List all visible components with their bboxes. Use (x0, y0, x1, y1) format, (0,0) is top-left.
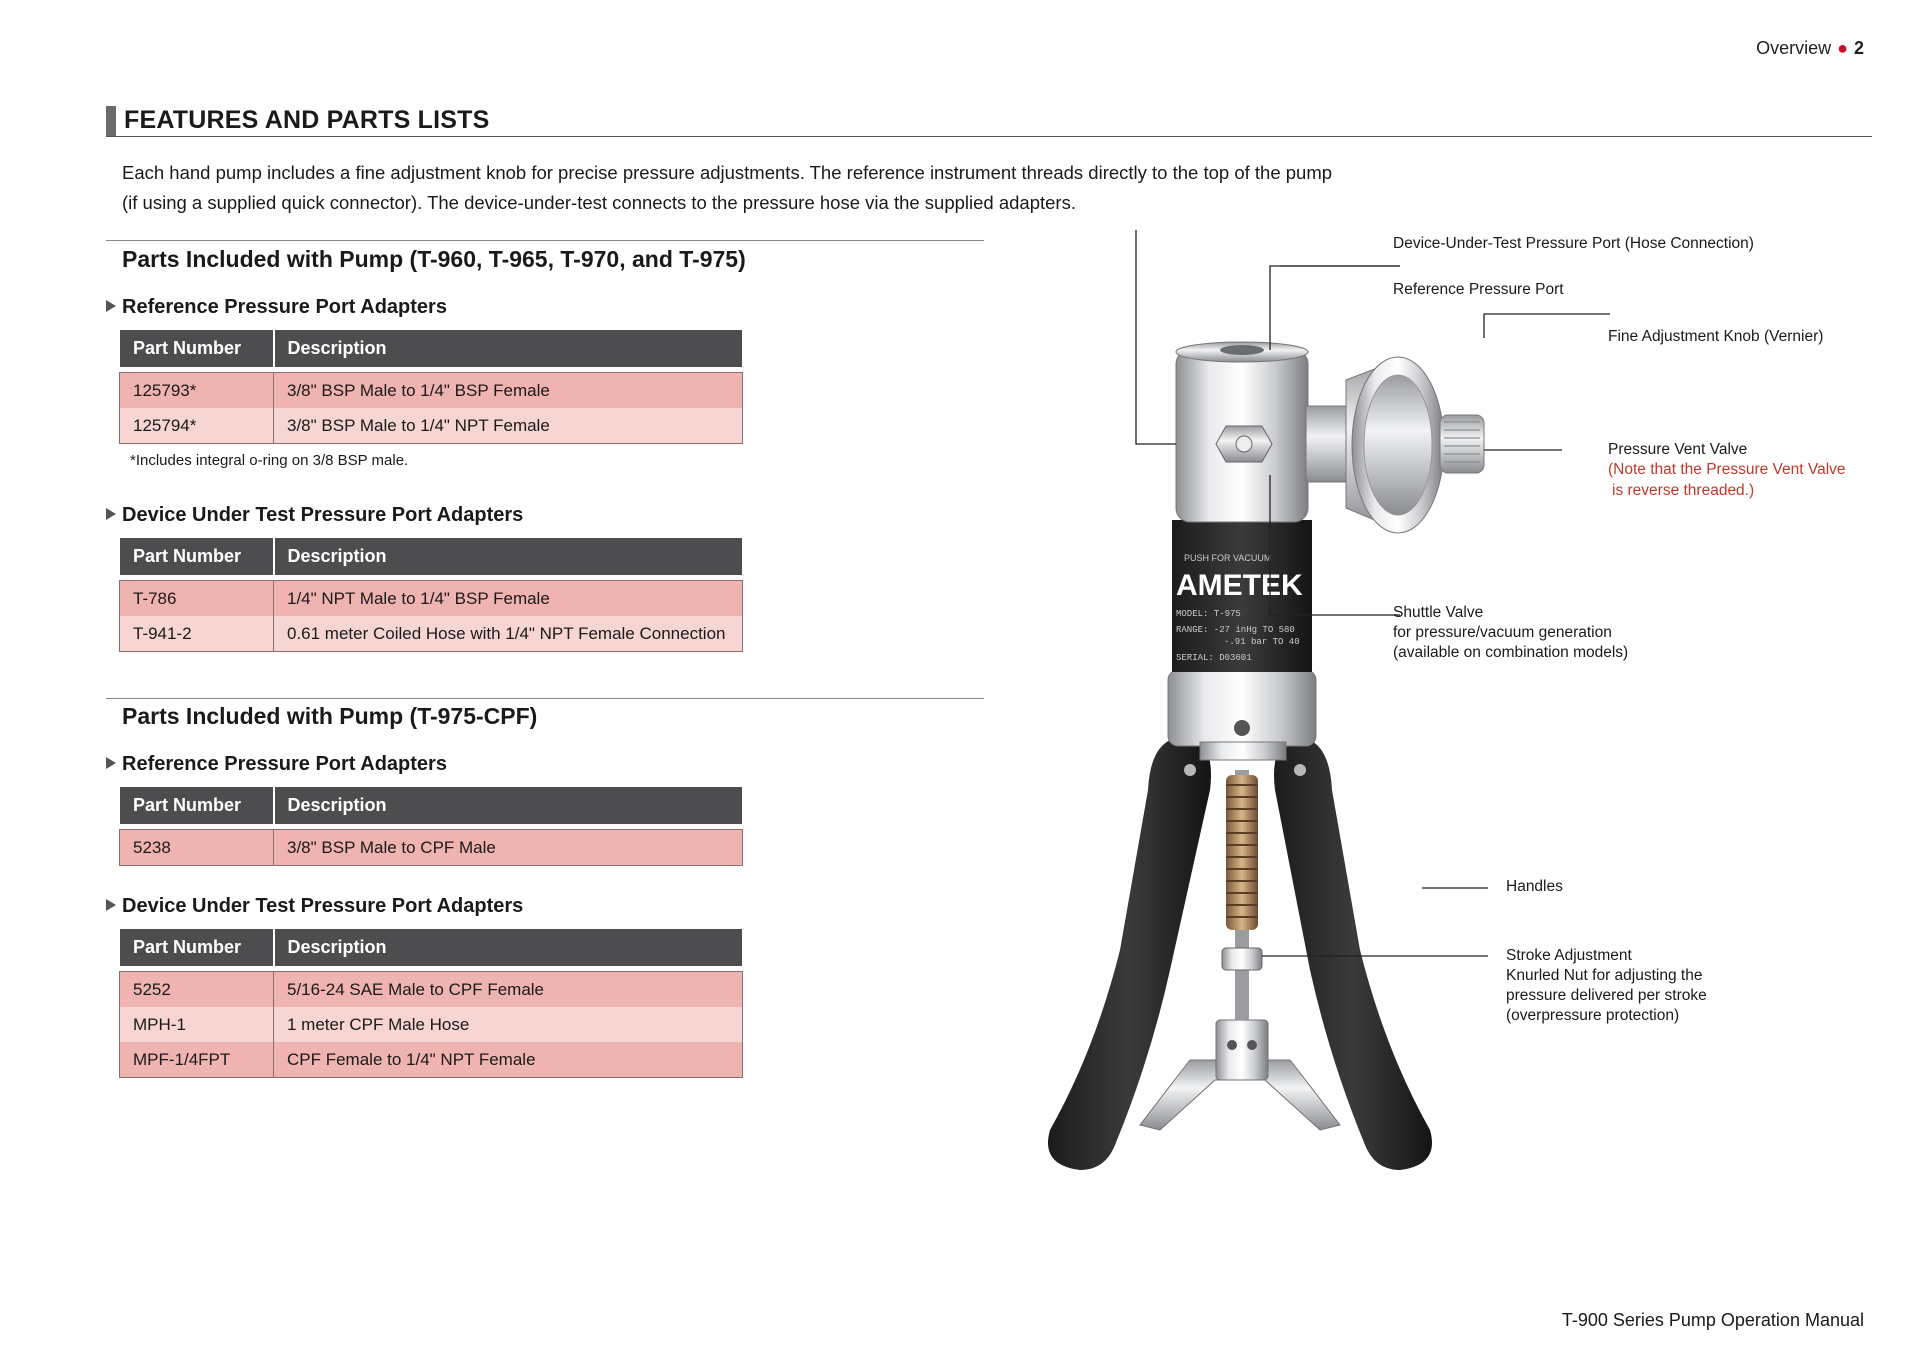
callout-fine-knob: Fine Adjustment Knob (Vernier) (1608, 328, 1824, 345)
col-header-part-number: Part Number (120, 538, 274, 575)
callout-vent-note-2: is reverse threaded.) (1612, 482, 1755, 499)
col-header-description: Description (274, 929, 743, 966)
footnote: *Includes integral o-ring on 3/8 BSP male. (130, 452, 409, 469)
callout-shuttle-3: (available on combination models) (1393, 644, 1629, 661)
callout-shuttle-2: for pressure/vacuum generation (1393, 624, 1612, 641)
page-number: 2 (1853, 38, 1864, 58)
intro-line-1: Each hand pump includes a fine adjustment knob for precise pressure adjustments. The reference instrument threads directly to the top of the pump (122, 162, 1333, 183)
callout-dut-port: Device-Under-Test Pressure Port (Hose Connection) (1393, 235, 1754, 252)
intro-paragraph (122, 158, 1382, 218)
svg-text:-.91 bar TO 40: -.91 bar TO 40 (1224, 637, 1300, 647)
header-section: Overview (1756, 38, 1832, 58)
push-label: PUSH FOR VACUUM (1184, 553, 1272, 563)
intro-line-2: (if using a supplied quick connector). The device-under-test connects to the pressure hose via the supplied adapters. (122, 192, 1076, 213)
triangle-bullet-icon (106, 508, 116, 520)
svg-text:MODEL: T-975: MODEL: T-975 (1176, 609, 1241, 619)
callout-stroke-1: Stroke Adjustment (1506, 947, 1632, 964)
section1-ref-heading: Reference Pressure Port Adapters (106, 296, 447, 319)
page-header (1756, 38, 1864, 59)
section-title-bar (106, 106, 1872, 137)
stroke-adjustment-nut (1222, 948, 1262, 970)
triangle-bullet-icon (106, 757, 116, 769)
col-header-description: Description (274, 538, 743, 575)
table-row: MPH-1 1 meter CPF Male Hose (120, 1007, 742, 1042)
section1-dut-table (120, 538, 742, 651)
col-header-part-number: Part Number (120, 787, 274, 824)
section1-dut-heading: Device Under Test Pressure Port Adapters (106, 504, 523, 527)
pressure-vent-valve (1440, 415, 1484, 473)
section-divider (106, 698, 984, 699)
callout-reference-port: Reference Pressure Port (1393, 281, 1564, 298)
section2-ref-table (120, 787, 742, 865)
col-header-part-number: Part Number (120, 330, 274, 367)
pump-figure (1000, 230, 1900, 1190)
table-row: 125794* 3/8" BSP Male to 1/4" NPT Female (120, 408, 742, 443)
callout-stroke-4: (overpressure protection) (1506, 1007, 1680, 1024)
section1-title: Parts Included with Pump (T-960, T-965, T-970, and T-975) (122, 246, 746, 272)
section2-ref-heading: Reference Pressure Port Adapters (106, 753, 447, 776)
svg-text:RANGE: -27 inHg TO 580: RANGE: -27 inHg TO 580 (1176, 625, 1295, 635)
fine-adjustment-knob (1306, 357, 1444, 533)
triangle-bullet-icon (106, 300, 116, 312)
hand-pump-illustration (1000, 230, 1900, 1190)
callout-vent-note-1: (Note that the Pressure Vent Valve (1608, 461, 1846, 478)
table-row: 5238 3/8" BSP Male to CPF Male (120, 830, 742, 865)
section2-dut-table (120, 929, 742, 1077)
section1-ref-table (120, 330, 742, 443)
table-row: T-941-2 0.61 meter Coiled Hose with 1/4" NPT Female Connection (120, 616, 742, 651)
table-row: T-786 1/4" NPT Male to 1/4" BSP Female (120, 581, 742, 616)
title-accent (106, 106, 116, 136)
col-header-part-number: Part Number (120, 929, 274, 966)
reference-pressure-port (1220, 345, 1264, 355)
svg-text:SERIAL: D03601: SERIAL: D03601 (1176, 653, 1252, 663)
bullet-icon: ● (1837, 38, 1848, 58)
callout-vent-valve: Pressure Vent Valve (1608, 441, 1748, 458)
table-row: MPF-1/4FPT CPF Female to 1/4" NPT Female (120, 1042, 742, 1077)
col-header-description: Description (274, 787, 743, 824)
page-title: FEATURES AND PARTS LISTS (124, 106, 490, 134)
callout-shuttle-1: Shuttle Valve (1393, 604, 1484, 621)
callout-stroke-2: Knurled Nut for adjusting the (1506, 967, 1703, 984)
callout-handles: Handles (1506, 878, 1563, 895)
page-footer: T-900 Series Pump Operation Manual (1561, 1310, 1864, 1330)
brand-logo: AMETEK (1176, 569, 1303, 602)
section2-title: Parts Included with Pump (T-975-CPF) (122, 703, 538, 729)
callout-stroke-3: pressure delivered per stroke (1506, 987, 1707, 1004)
table-row: 5252 5/16-24 SAE Male to CPF Female (120, 972, 742, 1007)
section2-dut-heading: Device Under Test Pressure Port Adapters (106, 895, 523, 918)
triangle-bullet-icon (106, 899, 116, 911)
table-row: 125793* 3/8" BSP Male to 1/4" BSP Female (120, 373, 742, 408)
col-header-description: Description (274, 330, 743, 367)
section-divider (106, 240, 984, 241)
spring (1226, 775, 1258, 930)
